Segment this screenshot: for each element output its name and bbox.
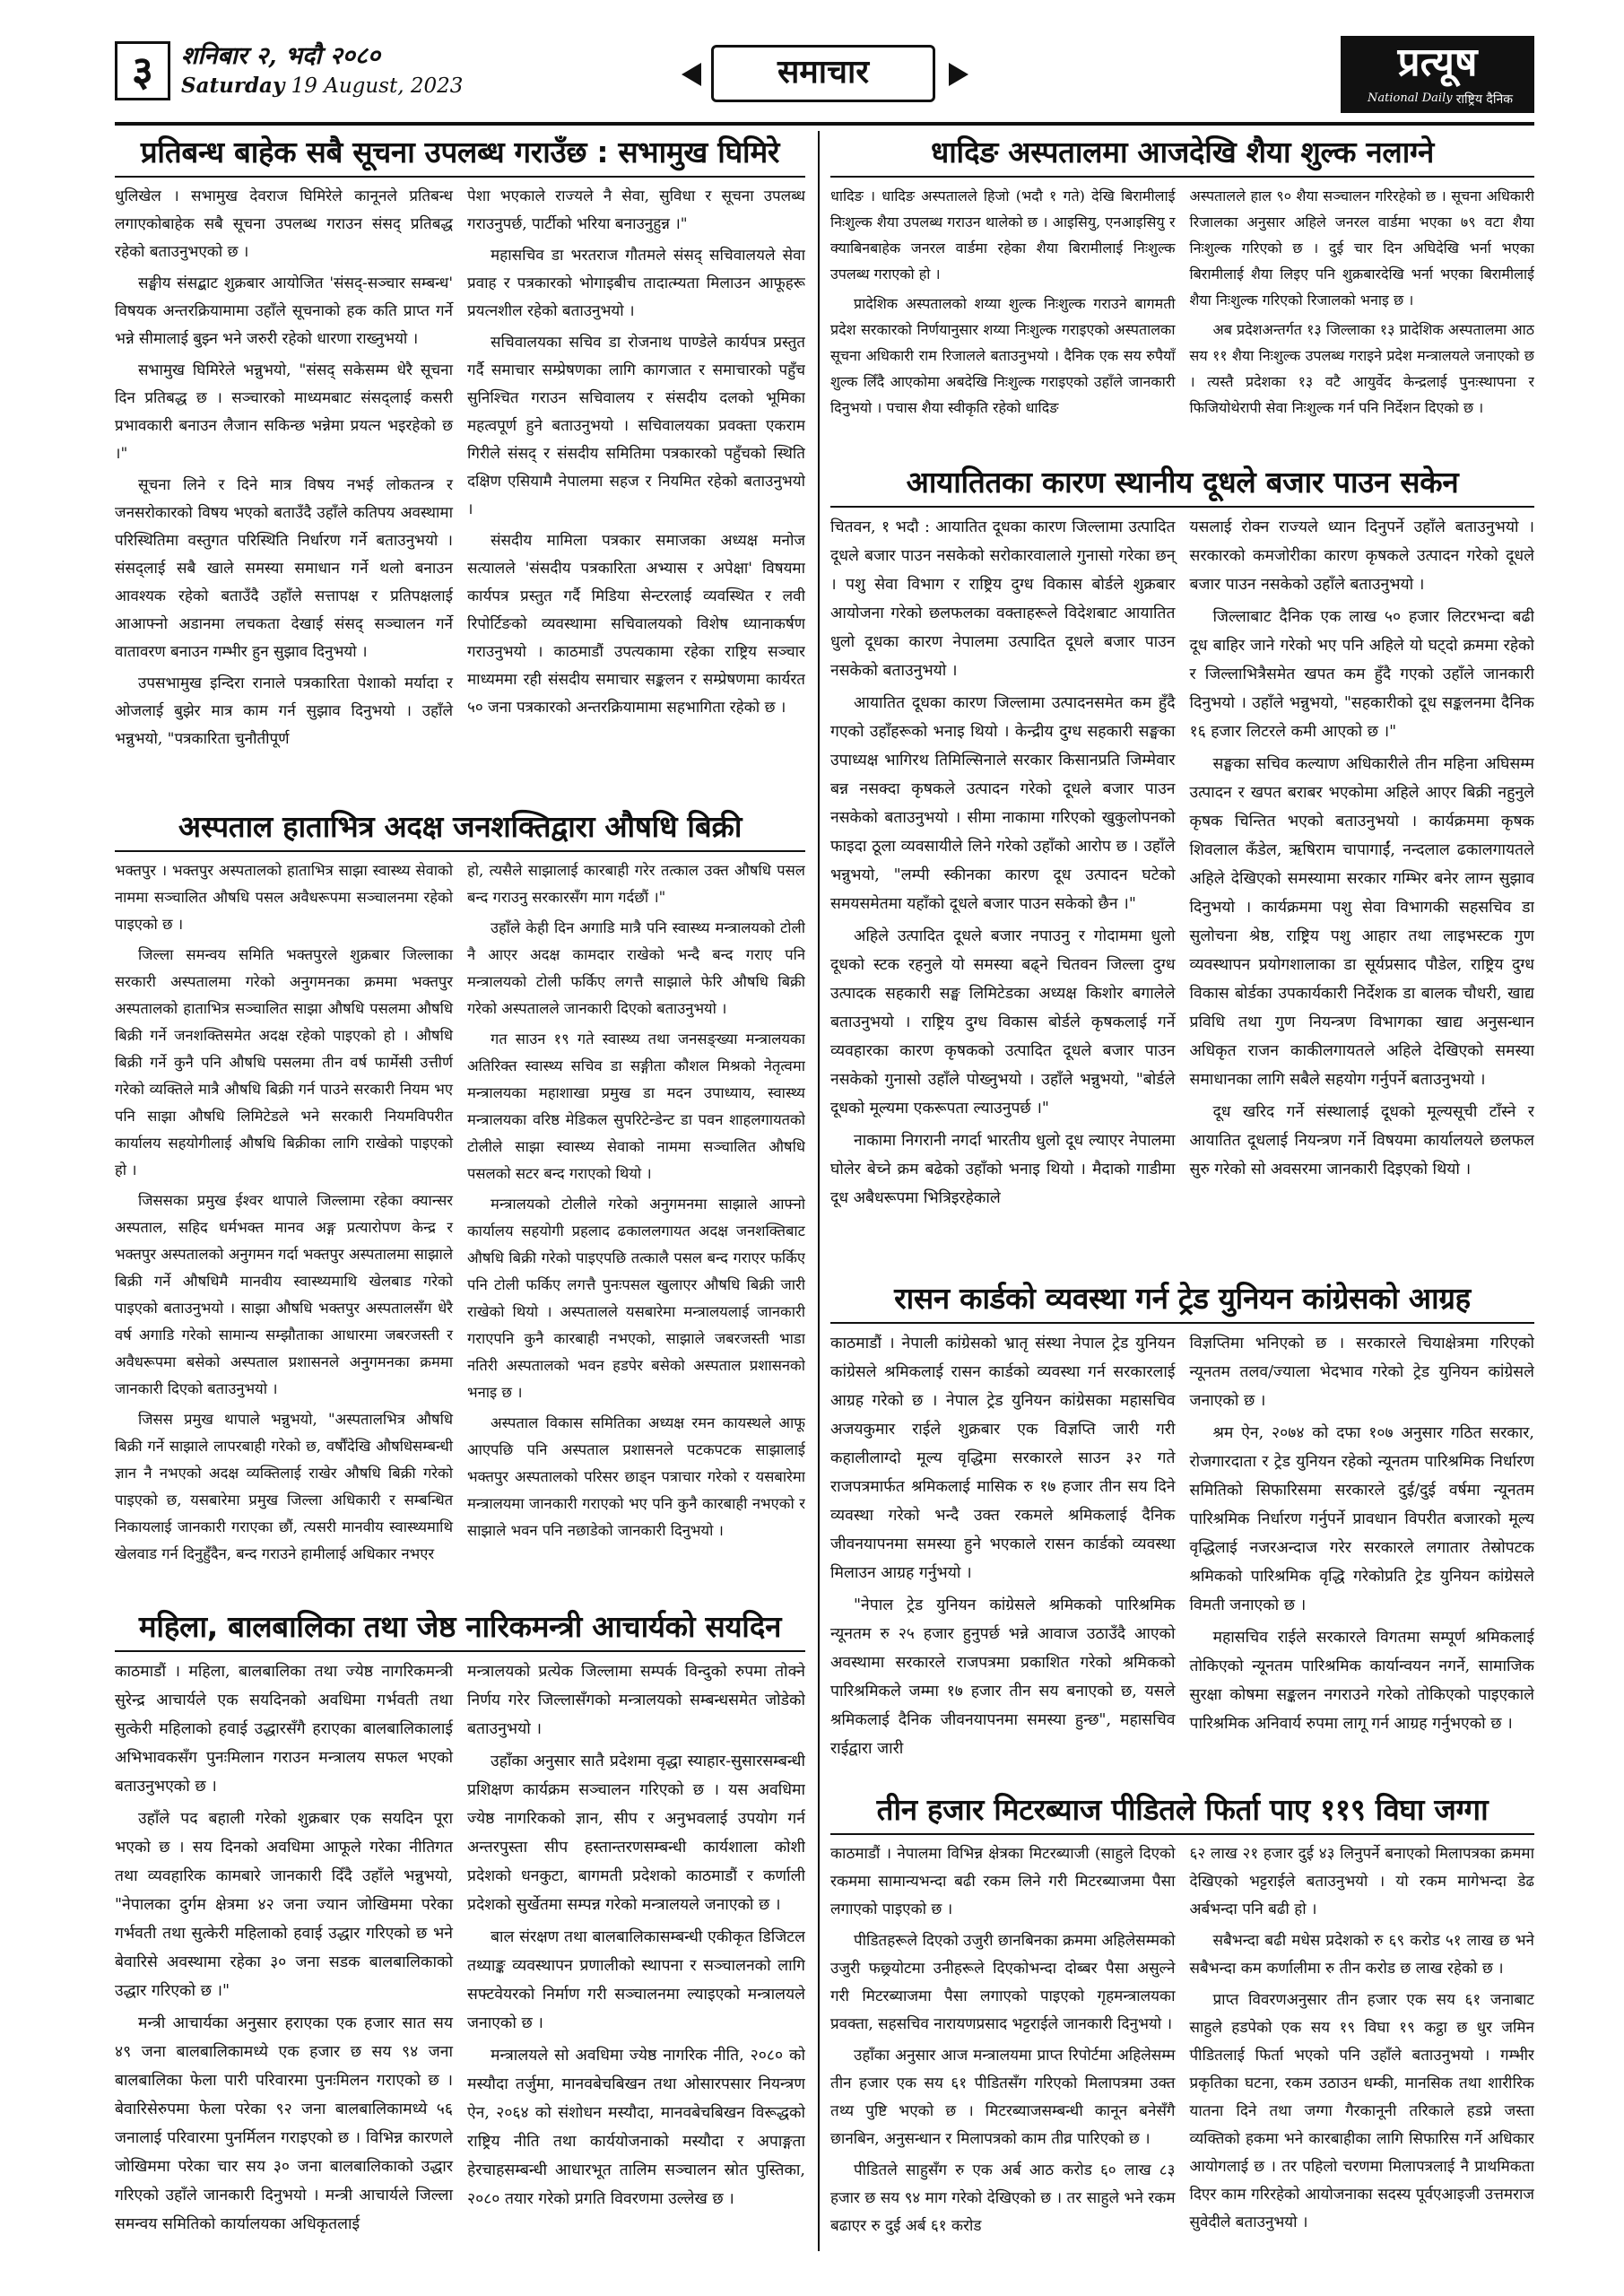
- article-dhading-hospital: [830, 131, 1534, 454]
- section-title: समाचार: [711, 45, 935, 102]
- paragraph: सङ्घका सचिव कल्याण अधिकारीले तीन महिना अघिसम्म उत्पादन र खपत बराबर भएकोमा अहिले आएर बिक्री नहुनुले कृषक चिन्तित भएको बताउनुभयो । कार्यक्रममा कृषक शिवलाल कँडेल, ऋषिराम चापागाईं, नन्दलाल ढकालगायतले अहिले देखिएको समस्यामा सरकार गम्भिर बनेर लाग्न सुझाव दिनुभयो । कार्यक्रममा पशु सेवा विभागकी सहसचिव डा सुलोचना श्रेष्ठ, राष्ट्रिय पशु आहार तथा लाइभस्टक गुण व्यवस्थापन प्रयोगशालाका डा सूर्यप्रसाद पौडेल, राष्ट्रिय दुग्ध विकास बोर्डका उपकार्यकारी निर्देशक डा बालक चौधरी, खाद्य प्रविधि तथा गुण नियन्त्रण विभागका खाद्य अनुसन्धान अधिकृत राजन काकीलगायतले अहिले देखिएको समस्या समाधानका लागि सबैले सहयोग गर्नुपर्ने बताउनुभयो ।: [1189, 755, 1534, 1089]
- paragraph: अब प्रदेशअन्तर्गत १३ जिल्लाका १३ प्रादेशिक अस्पतालमा आठ सय ११ शैया निःशुल्क उपलब्ध गराइने प्रदेश मन्त्रालयले जनाएको छ । त्यस्तै प्रदेशका १३ वटै आयुर्वेद केन्द्रलाई पुनःस्थापना र फिजियोथेरापी सेवा निःशुल्क गर्न पनि निर्देशन दिएको छ ।: [1189, 321, 1534, 416]
- paragraph: भक्तपुर । भक्तपुर अस्पतालको हाताभित्र साझा स्वास्थ्य सेवाको नाममा सञ्चालित औषधि पसल अवैधरूपमा सञ्चालनमा रहेको पाइएको छ ।: [115, 862, 453, 933]
- paragraph: जिल्लाबाट दैनिक एक लाख ५० हजार लिटरभन्दा बढी दूध बाहिर जाने गरेको भए पनि अहिले यो घट्दो क्रममा रहेको र जिल्लाभित्रैसमेत खपत कम हुँदै गएको उहाँले जानकारी दिनुभयो । उहाँले भन्नुभयो, "सहकारीको दूध सङ्कलनमा दैनिक १६ हजार लिटरले कमी आएको छ ।": [1189, 608, 1534, 741]
- paragraph: अहिले उत्पादित दूधले बजार नपाउनु र गोदाममा धुलो दूधको स्टक रहनुले यो समस्या बढ्ने चितवन जिल्ला दुग्ध उत्पादक सहकारी सङ्घ लिमिटेडका अध्यक्ष किशोर बगालेले बताउनुभयो । राष्ट्रिय दुग्ध विकास बोर्डले कृषकलाई गर्ने व्यवहारका कारण कृषकको उत्पादित दूधले बजार पाउन नसकेको गुनासो उहाँले पोख्नुभयो । उहाँले भन्नुभयो, "बोर्डले दूधको मूल्यमा एकरूपता ल्याउनुपर्छ ।": [830, 927, 1176, 1118]
- paragraph: महासचिव राईले सरकारले विगतमा सम्पूर्ण श्रमिकलाई तोकिएको न्यूनतम पारिश्रमिक कार्यान्वयन नगर्ने, सामाजिक सुरक्षा कोषमा सङ्कलन नगराउने गरेको तोकिएको पाइएकाले पारिश्रमिक अनिवार्य रुपमा लागू गर्न आग्रह गर्नुभएको छ ।: [1189, 1629, 1534, 1733]
- paragraph: आयातित दूधका कारण जिल्लामा उत्पादनसमेत कम हुँदै गएको उहाँहरूको भनाइ थियो । केन्द्रीय दुग्ध सहकारी सङ्घका उपाध्यक्ष भागिरथ तिमिल्सिनाले सरकार किसानप्रति जिम्मेवार बन्न नसक्दा कृषकले उत्पादन गरेको दूधले बजार पाउन नसकेको बताउनुभयो । सीमा नाकामा गरिएको खुकुलोपनको फाइदा ठूला व्यवसायीले लिने गरेको उहाँको आरोप छ । उहाँले भन्नुभयो, "लम्पी स्कीनका कारण दूध उत्पादन घटेको समयसमेतमा यहाँको दूधले बजार पाउन सकेको छैन ।": [830, 694, 1176, 913]
- article-hospital-medicine: [115, 805, 805, 1595]
- paragraph: मन्त्रालयको प्रत्येक जिल्लामा सम्पर्क विन्दुको रुपमा तोक्ने निर्णय गरेर जिल्लासँगको मन्त्रालयको सम्बन्धसमेत जोडेको बताउनुभयो ।: [467, 1663, 805, 1738]
- article-press-access: [115, 131, 805, 795]
- section-left-arrow-icon: [682, 63, 701, 86]
- article-column-1: [830, 1329, 1176, 1767]
- paragraph: मन्त्रालयको टोलीले गरेको अनुगमनमा साझाले आफ्नो कार्यालय सहयोगी प्रहलाद ढकाललगायत अदक्ष जनशक्तिबाट औषधि बिक्री गरेको पाइएपछि तत्कालै पसल बन्द गराएर फर्किए पनि टोली फर्किए लगत्तै पुनःपसल खुलाएर औषधि बिक्री जारी राखेको थियो । अस्पतालले यसबारेमा मन्त्रालयलाई जानकारी गराएपनि कुनै कारबाही नभएको, साझाले जबरजस्ती भाडा नतिरी अस्पतालको भवन हडपेर बसेको अस्पताल प्रशासनको भनाइ छ ।: [467, 1196, 805, 1401]
- article-column-1: [830, 1840, 1176, 2244]
- page-number: ३: [115, 41, 170, 100]
- article-land-return: [830, 1788, 1534, 2251]
- paragraph: मन्त्री आचार्यका अनुसार हराएका एक हजार सात सय ४९ जना बालबालिकामध्ये एक हजार छ सय ९४ जना बालबालिका फेला पारी परिवारमा पुनःमिलन गराएको छ । बेवारिसेरुपमा फेला परेका ९२ जना बालबालिकामध्ये ५६ जनालाई परिवारमा पुनर्मिलन गराइएको छ । विभिन्न कारणले जोखिममा परेका चार सय ३० जना बालबालिकाको उद्धार गरिएको उहाँले जानकारी दिनुभयो । मन्त्री आचार्यले जिल्ला समन्वय समितिको कार्यालयका अधिकृतलाई: [115, 2014, 453, 2233]
- paragraph: धुलिखेल । सभामुख देवराज घिमिरेले कानूनले प्रतिबन्ध लगाएकोबाहेक सबै सूचना उपलब्ध गराउन संसद् प्रतिबद्ध रहेको बताउनुभएको छ ।: [115, 187, 453, 261]
- paragraph: प्राप्त विवरणअनुसार तीन हजार एक सय ६१ जनाबाट साहुले हडपेको एक सय १९ विघा १९ कट्ठा छ धुर जमिन पीडितलाई फिर्ता भएको पनि उहाँले बताउनुभयो । गम्भीर प्रकृतिका घटना, रकम उठाउन धम्की, मानसिक तथा शारीरिक यातना दिने तथा जग्गा गैरकानूनी तरिकाले हडप्ने जस्ता व्यक्तिको हकमा भने कारबाहीका लागि सिफारिस गर्ने अधिकार आयोगलाई छ । तर पहिलो चरणमा मिलापत्रलाई नै प्राथमिकता दिएर काम गरिरहेको आयोजनाका सदस्य पूर्वएआइजी उत्तमराज सुवेदीले बताउनुभयो ।: [1189, 1991, 1534, 2231]
- paragraph: सचिवालयका सचिव डा रोजनाथ पाण्डेले कार्यपत्र प्रस्तुत गर्दै समाचार सम्प्रेषणका लागि कागजात र समाचारको पहुँच सुनिश्चित गराउन सचिवालय र संसदीय दलको भूमिका महत्वपूर्ण हुने बताउनुभयो । सचिवालयका प्रवक्ता एकराम गिरीले संसद् र संसदीय समितिमा पत्रकारको पहुँचको स्थिति दक्षिण एसियामै नेपालमा सहज र नियमित रहेको बताउनुभयो ।: [467, 334, 805, 518]
- paragraph: महासचिव डा भरतराज गौतमले संसद् सचिवालयले सेवा प्रवाह र पत्रकारको भोगाइबीच तादात्म्यता मिलाउन आफूहरू प्रयत्नशील रहेको बताउनुभयो ।: [467, 247, 805, 320]
- date-english-text: 19 August, 2023: [291, 74, 464, 98]
- paragraph: अस्पताल विकास समितिका अध्यक्ष रमन कायस्थले आफू आएपछि पनि अस्पताल प्रशासनले पटकपटक साझालाई भक्तपुर अस्पतालको परिसर छाड्न पत्राचार गरेको र यसबारेमा मन्त्रालयमा जानकारी गराएको भए पनि कुनै कारबाही नभएको र साझाले भवन पनि नछाडेको जानकारी दिनुभयो ।: [467, 1414, 805, 1539]
- logo-text: प्रत्यूष: [1397, 39, 1478, 85]
- headline-local-milk: आयातितका कारण स्थानीय दूधले बजार पाउन सकेन: [830, 461, 1534, 508]
- date-english: [181, 74, 463, 98]
- paragraph: श्रम ऐन, २०७४ को दफा १०७ अनुसार गठित सरकार, रोजगारदाता र ट्रेड युनियन रहेको न्यूनतम पारिश्रमिक निर्धारण समितिको सिफारिसमा सरकारले दुई/दुई वर्षमा न्यूनतम पारिश्रमिक निर्धारण गर्नुपर्ने प्रावधान विपरीत बजारको मूल्य वृद्धिलाई नजरअन्दाज गरेर सरकारले लगातार तेस्रोपटक श्रमिकको पारिश्रमिक वृद्धि गरेकोप्रति ट्रेड युनियन कांग्रेसले विमती जनाएको छ ।: [1189, 1424, 1534, 1614]
- article-column-2: [1190, 513, 1535, 1216]
- paragraph: मन्त्रालयले सो अवधिमा ज्येष्ठ नागरिक नीति, २०८० को मस्यौदा तर्जुमा, मानवबेचबिखन तथा ओसारपसार नियन्त्रण ऐन, २०६४ को संशोधन मस्यौदा, मानवबेचबिखन विरूद्धको राष्ट्रिय नीति तथा कार्ययोजनाको मस्यौदा र अपाङ्गता हेरचाहसम्बन्धी आधारभूत तालिम सञ्चालन स्रोत पुस्तिका, २०८० तयार गरेको प्रगति विवरणमा उल्लेख छ ।: [467, 2047, 805, 2208]
- paragraph: सभामुख घिमिरेले भन्नुभयो, "संसद् सकेसम्म धेरै सूचना दिन प्रतिबद्ध छ । सञ्चारको माध्यमबाट संसद्लाई कसरी प्रभावकारी बनाउन लैजान सकिन्छ भन्नेमा प्रयत्न भइरहेको छ ।": [115, 361, 453, 463]
- column-divider: [818, 131, 820, 2251]
- headline-dhading-hospital: धादिङ अस्पतालमा आजदेखि शैया शुल्क नलाग्ने: [830, 131, 1534, 178]
- paragraph: पेशा भएकाले राज्यले नै सेवा, सुविधा र सूचना उपलब्ध गराउनुपर्छ, पार्टीको भरिया बनाउनुहुन्न ।": [467, 187, 805, 233]
- paragraph: दूध खरिद गर्ने संस्थालाई दूधको मूल्यसूची टाँस्ने र आयातित दूधलाई नियन्त्रण गर्ने विषयमा कार्यालयले छलफल सुरु गरेको सो अवसरमा जानकारी दिइएको थियो ।: [1189, 1103, 1534, 1178]
- paragraph: काठमाडौं । नेपालमा विभिन्न क्षेत्रका मिटरब्याजी (साहुले दिएको रकममा सामान्यभन्दा बढी रकम लिने गरी मिटरब्याजमा पैसा लगाएको पाइएको छ ।: [830, 1845, 1176, 1918]
- paragraph: प्रादेशिक अस्पतालको शय्या शुल्क निःशुल्क गराउने बागमती प्रदेश सरकारको निर्णयानुसार शय्या निःशुल्क गराइएको अस्पतालका सूचना अधिकारी राम रिजालले बताउनुभयो । दैनिक एक सय रुपैयाँ शुल्क लिँदै आएकोमा अबदेखि निःशुल्क गराइएको उहाँले जानकारी दिनुभयो । पचास शैया स्वीकृति रहेको धादिङ: [830, 295, 1176, 416]
- logo-tagline-nepali: राष्ट्रिय दैनिक: [1455, 92, 1513, 107]
- article-body: [830, 178, 1534, 424]
- article-column-2: [1190, 1329, 1535, 1767]
- paragraph: उपसभामुख इन्दिरा रानाले पत्रकारिता पेशाको मर्यादा र ओजलाई बुझेर मात्र काम गर्न सुझाव दिनुभयो । उहाँले भन्नुभयो, "पत्रकारिता चुनौतीपूर्ण: [115, 674, 453, 748]
- paragraph: अस्पतालले हाल ९० शैया सञ्चालन गरिरहेको छ । सूचना अधिकारी रिजालका अनुसार अहिले जनरल वार्डमा भएका ७९ वटा शैया निःशुल्क गरिएको छ । दुई चार दिन अघिदेखि भर्ना भएका बिरामीलाई शैया लिइए पनि शुक्रबारदेखि भर्ना भएका बिरामीलाई शैया निःशुल्क गरिएको रिजालको भनाइ छ ।: [1189, 187, 1534, 309]
- paragraph: सबैभन्दा बढी मधेस प्रदेशको रु ६९ करोड ५१ लाख छ भने सबैभन्दा कम कर्णालीमा रु तीन करोड छ लाख रहेको छ ।: [1189, 1932, 1534, 1978]
- article-column-1: [115, 857, 453, 1571]
- paragraph: उहाँका अनुसार सातै प्रदेशमा वृद्धा स्याहार-सुसारसम्बन्धी प्रशिक्षण कार्यक्रम सञ्चालन गरिएको छ । यस अवधिमा ज्येष्ठ नागरिकको ज्ञान, सीप र अनुभवलाई उपयोग गर्न अन्तरपुस्ता सीप हस्तान्तरणसम्बन्धी कार्यशाला कोशी प्रदेशको धनकुटा, बागमती प्रदेशको काठमाडौं र कर्णाली प्रदेशको सुर्खेतमा सम्पन्न गरेको मन्त्रालयले जनाएको छ ।: [467, 1752, 805, 1914]
- paragraph: ६२ लाख २१ हजार दुई ४३ लिनुपर्ने बनाएको मिलापत्रका क्रममा देखिएको भट्टराईले बताउनुभयो । यो रकम मागेभन्दा डेढ अर्बभन्दा पनि बढी हो ।: [1189, 1845, 1534, 1918]
- paragraph: काठमाडौं । नेपाली कांग्रेसको भ्रातृ संस्था नेपाल ट्रेड युनियन कांग्रेसले श्रमिकलाई रासन कार्डको व्यवस्था गर्न सरकारलाई आग्रह गरेको छ । नेपाल ट्रेड युनियन कांग्रेसका महासचिव अजयकुमार राईले शुक्रबार एक विज्ञप्ति जारी गरी कहालीलाग्दो मूल्य वृद्धिमा सरकारले साउन ३२ गते राजपत्रमार्फत श्रमिकलाई मासिक रु १७ हजार तीन सय दिने व्यवस्था गरेको भन्दै उक्त रकमले श्रमिकलाई दैनिक जीवनयापनमा समस्या हुने भएकाले रासन कार्डको व्यवस्था मिलाउन आग्रह गर्नुभयो ।: [830, 1335, 1176, 1582]
- article-column-1: [115, 1657, 453, 2242]
- article-column-1: [115, 183, 453, 757]
- paragraph: उहाँले पद बहाली गरेको शुक्रबार एक सयदिन पूरा भएको छ । सय दिनको अवधिमा आफूले गरेका नीतिगत तथा व्यवहारिक कामबारे जानकारी दिँदै उहाँले भन्नुभयो, "नेपालका दुर्गम क्षेत्रमा ४२ जना ज्यान जोखिममा परेका गर्भवती तथा सुत्केरी महिलाको हवाई उद्धार गरिएको छ भने बेवारिसे अवस्थामा रहेका ३० जना सडक बालबालिकाको उद्धार गरिएको छ ।": [115, 1810, 453, 2000]
- paragraph: पीडितले साहुसँग रु एक अर्ब आठ करोड ६० लाख ८३ हजार छ सय ९४ माग गरेको देखिएको छ । तर साहुले भने रकम बढाएर रु दुई अर्ब ६१ करोड: [830, 2161, 1176, 2235]
- headline-ration-card: रासन कार्डको व्यवस्था गर्न ट्रेड युनियन कांग्रेसको आग्रह: [830, 1277, 1534, 1324]
- paragraph: जिसस प्रमुख थापाले भन्नुभयो, "अस्पतालभित्र औषधि बिक्री गर्ने साझाले लापरबाही गरेको छ, वर्षौंदेखि औषधिसम्बन्धी ज्ञान नै नभएको अदक्ष व्यक्तिलाई राखेर औषधि बिक्री गरेको पाइएको छ, यसबारेमा प्रमुख जिल्ला अधिकारी र सम्बन्धित निकायलाई जानकारी गराएका छौं, त्यसरी मानवीय स्वास्थ्यमाथि खेलवाड गर्न दिनुहुँदैन, बन्द गराउने हामीलाई अधिकार नभएर: [115, 1411, 453, 1562]
- article-column-2: [1190, 1840, 1535, 2244]
- paragraph: पीडितहरूले दिएको उजुरी छानबिनका क्रममा अहिलेसम्मको उजुरी फछ्र्योटमा उनीहरूले दिएकोभन्दा दोब्बर पैसा असुल्ने गरी मिटरब्याजमा पैसा लगाएको पाइएको गृहमन्त्रालयका प्रवक्ता, सहसचिव नारायणप्रसाद भट्टराईले जानकारी दिनुभयो ।: [830, 1932, 1176, 2033]
- paragraph: धादिङ । धादिङ अस्पतालले हिजो (भदौ १ गते) देखि बिरामीलाई निःशुल्क शैया उपलब्ध गराउन थालेको छ । आइसियु, एनआइसियु र क्याबिनबाहेक जनरल वार्डमा रहेका शैया बिरामीलाई निःशुल्क उपलब्ध गराएको हो ।: [830, 187, 1176, 283]
- article-body: [830, 1324, 1534, 1767]
- paragraph: सूचना लिने र दिने मात्र विषय नभई लोकतन्त्र र जनसरोकारको विषय भएको बताउँदै उहाँले कतिपय अवस्थामा परिस्थितिमा वस्तुगत परिस्थिति निर्धारण गर्ने बताउनुभयो । संसद्लाई सबै खाले समस्या समाधान गर्ने थलो बनाउन आवश्यक रहेको बताउँदै उहाँले सत्तापक्ष र प्रतिपक्षलाई आआफ्नो अडानमा लचकता देखाई संसद् सञ्चालन गर्ने वातावरण बनाउन गम्भीर हुन सुझाव दिनुभयो ।: [115, 476, 453, 661]
- article-column-2: [467, 183, 805, 757]
- article-body: [830, 1835, 1534, 2244]
- paragraph: काठमाडौं । महिला, बालबालिका तथा ज्येष्ठ नागरिकमन्त्री सुरेन्द्र आचार्यले एक सयदिनको अवधिमा गर्भवती तथा सुत्केरी महिलाको हवाई उद्धारसँगै हराएका बालबालिकालाई अभिभावकसँग पुनःमिलान गराउन मन्त्रालय सफल भएको बताउनुभएको छ ।: [115, 1663, 453, 1796]
- paragraph: संसदीय मामिला पत्रकार समाजका अध्यक्ष मनोज सत्यालले 'संसदीय पत्रकारिता अभ्यास र अपेक्षा' विषयमा कार्यपत्र प्रस्तुत गर्दै मिडिया सेन्टरलाई व्यवस्थित र लवी रिपोर्टिङको व्यवस्थामा सचिवालयको विशेष ध्यानाकर्षण गराउनुभयो । काठमाडौं उपत्यकामा रहेका राष्ट्रिय सञ्चार माध्यममा रही संसदीय समाचार सङ्कलन र सम्प्रेषणमा कार्यरत ५० जना पत्रकारको अन्तरक्रियामामा सहभागिता रहेको छ ।: [467, 532, 805, 717]
- article-column-1: [830, 183, 1176, 424]
- headline-land-return: तीन हजार मिटरब्याज पीडितले फिर्ता पाए ११९ विघा जग्गा: [830, 1788, 1534, 1835]
- article-local-milk: [830, 461, 1534, 1268]
- paragraph: चितवन, १ भदौ : आयातित दूधका कारण जिल्लामा उत्पादित दूधले बजार पाउन नसकेको सरोकारवालाले गुनासो गरेका छन् । पशु सेवा विभाग र राष्ट्रिय दुग्ध विकास बोर्डले शुक्रबार आयोजना गरेको छलफलका वक्ताहरूले विदेशबाट आयातित धुलो दूधका कारण नेपालमा उत्पादित दूधले बजार पाउन नसकेको बताउनुभयो ।: [830, 518, 1176, 680]
- paragraph: सङ्घीय संसद्बाट शुक्रबार आयोजित 'संसद्-सञ्चार सम्बन्ध' विषयक अन्तरक्रियामामा उहाँले सूचनाको हक कति प्राप्त गर्ने भन्ने सीमालाई बुझ्न भने जरुरी रहेको धारणा राख्नुभयो ।: [115, 274, 453, 348]
- headline-women-ministry: महिला, बालबालिका तथा जेष्ठ नारिकमन्त्री आचार्यको सयदिन: [115, 1605, 805, 1652]
- article-body: [115, 178, 805, 757]
- article-column-2: [1190, 183, 1535, 424]
- article-column-1: [830, 513, 1176, 1216]
- section-right-arrow-icon: [949, 63, 968, 86]
- article-body: [830, 508, 1534, 1216]
- logo-tagline-english: National Daily: [1368, 91, 1453, 105]
- article-column-2: [467, 857, 805, 1571]
- article-body: [115, 852, 805, 1571]
- paragraph: हो, त्यसैले साझालाई कारबाही गरेर तत्काल उक्त औषधि पसल बन्द गराउनु सरकारसँग माग गर्दछौं ।": [467, 862, 805, 906]
- newspaper-logo: [1341, 36, 1534, 113]
- article-ration-card: [830, 1277, 1534, 1779]
- paragraph: बाल संरक्षण तथा बालबालिकासम्बन्धी एकीकृत डिजिटल तथ्याङ्क व्यवस्थापन प्रणालीको स्थापना र सञ्चालनको लागि सफ्टवेयरको निर्माण गरी सञ्चालनमा ल्याइएको मन्त्रालयले जनाएको छ ।: [467, 1928, 805, 2032]
- article-women-ministry: [115, 1605, 805, 2251]
- date-nepali: शनिबार २, भदौ २०८०: [181, 42, 380, 70]
- masthead-rule: [115, 122, 1534, 126]
- paragraph: जिससका प्रमुख ईश्वर थापाले जिल्लामा रहेका क्यान्सर अस्पताल, सहिद धर्मभक्त मानव अङ्ग प्रत्यारोपण केन्द्र र भक्तपुर अस्पतालको अनुगमन गर्दा भक्तपुर अस्पतालमा साझाले बिक्री गर्ने औषधिमै मानवीय स्वास्थ्यमाथि खेलबाड गरेको पाइएको बताउनुभयो । साझा औषधि भक्तपुर अस्पतालसँग धेरै वर्ष अगाडि गरेको सामान्य सम्झौताका आधारमा जबरजस्ती र अवैधरूपमा बसेको अस्पताल प्रशासनले अनुगमनका क्रममा जानकारी दिएको बताउनुभयो ।: [115, 1192, 453, 1397]
- article-body: [115, 1652, 805, 2242]
- paragraph: विज्ञप्तिमा भनिएको छ । सरकारले चियाक्षेत्रमा गरिएको न्यूनतम तलव/ज्याला भेदभाव गरेको ट्रेड युनियन कांग्रेसले जनाएको छ ।: [1189, 1335, 1534, 1410]
- paragraph: नाकामा निगरानी नगर्दा भारतीय धुलो दूध ल्याएर नेपालमा घोलेर बेच्ने क्रम बढेको उहाँको भनाइ थियो । मैदाको गाडीमा दूध अबैधरूपमा भित्रिइरहेकाले: [830, 1132, 1176, 1207]
- paragraph: उहाँका अनुसार आज मन्त्रालयमा प्राप्त रिपोर्टमा अहिलेसम्म तीन हजार एक सय ६१ पीडितसँग गरिएको मिलापत्रमा उक्त तथ्य पुष्टि भएको छ । मिटरब्याजसम्बन्धी कानून बनेसँगै छानबिन, अनुसन्धान र मिलापत्रको काम तीव्र पारिएको छ ।: [830, 2047, 1176, 2148]
- paragraph: गत साउन १९ गते स्वास्थ्य तथा जनसङ्ख्या मन्त्रालयका अतिरिक्त स्वास्थ्य सचिव डा सङ्गीता कौशल मिश्रको नेतृत्वमा मन्त्रालयका महाशाखा प्रमुख डा मदन उपाध्याय, स्वास्थ्य मन्त्रालयका वरिष्ठ मेडिकल सुपरिटेन्डेन्ट डा पवन शाहलगायतको टोलीले साझा स्वास्थ्य सेवाको नाममा सञ्चालित औषधि पसलको सटर बन्द गराएको थियो ।: [467, 1031, 805, 1182]
- paragraph: उहाँले केही दिन अगाडि मात्रै पनि स्वास्थ्य मन्त्रालयको टोली नै आएर अदक्ष कामदार राखेको भन्दै बन्द गराए पनि मन्त्रालयको टोली फर्किए लगत्तै साझाले फेरि औषधि बिक्री गरेको अस्पतालले जानकारी दिएको बताउनुभयो ।: [467, 919, 805, 1017]
- headline-press-access: प्रतिबन्ध बाहेक सबै सूचना उपलब्ध गराउँछ : सभामुख घिमिरे: [115, 131, 805, 178]
- paragraph: "नेपाल ट्रेड युनियन कांग्रेसले श्रमिकको पारिश्रमिक न्यूनतम रु २५ हजार हुनुपर्छ भन्ने आवाज उठाउँदै आएको अवस्थामा सरकारले राजपत्रमा प्रकाशित गरेको श्रमिकको पारिश्रमिकले जम्मा १७ हजार तीन सय बनाएको छ, यसले श्रमिकलाई दैनिक जीवनयापनमा समस्या हुन्छ", महासचिव राईद्वारा जारी: [830, 1596, 1176, 1758]
- paragraph: यसलाई रोक्न राज्यले ध्यान दिनुपर्ने उहाँले बताउनुभयो । सरकारको कमजोरीका कारण कृषकले उत्पादन गरेको दूधले बजार पाउन नसकेको उहाँले बताउनुभयो ।: [1189, 518, 1534, 594]
- paragraph: जिल्ला समन्वय समिति भक्तपुरले शुक्रबार जिल्लाका सरकारी अस्पतालमा गरेको अनुगमनका क्रममा भक्तपुर अस्पतालको हाताभित्र सञ्चालित साझा औषधि पसलमा औषधि बिक्री गर्ने जनशक्तिसमेत अदक्ष रहेको पाइएको हो । औषधि बिक्री गर्ने कुनै पनि औषधि पसलमा तीन वर्ष फार्मेसी उत्तीर्ण गरेको व्यक्तिले मात्रै औषधि बिक्री गर्न पाउने सरकारी नियम भए पनि साझा औषधि लिमिटेडले भने सरकारी नियमविपरीत कार्यालय सहयोगीलाई औषधि बिक्रीका लागि राखेको पाइएको हो ।: [115, 946, 453, 1178]
- article-column-2: [467, 1657, 805, 2242]
- weekday-english: Saturday: [181, 74, 285, 98]
- headline-hospital-medicine: अस्पताल हाताभित्र अदक्ष जनशक्तिद्वारा औषधि बिक्री: [115, 805, 805, 852]
